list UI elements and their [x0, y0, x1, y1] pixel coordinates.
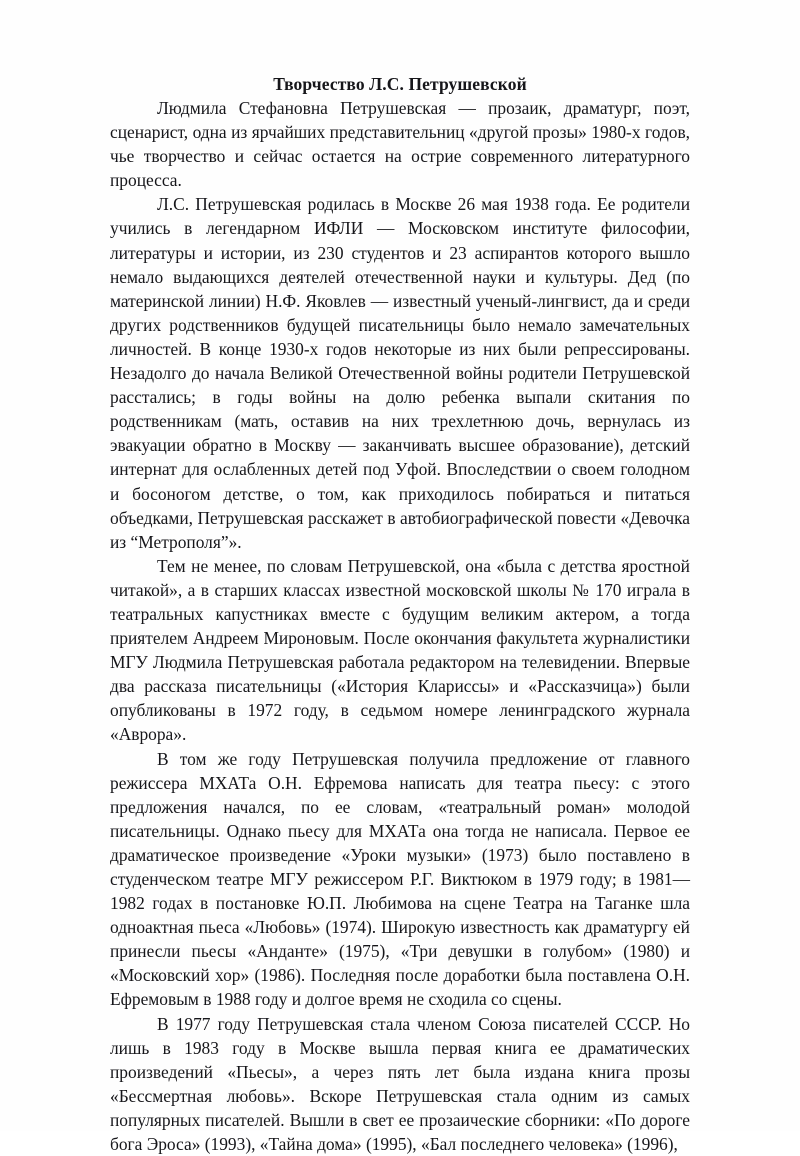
paragraph-5: В 1977 году Петрушевская стала членом Союза писателей СССР. Но лишь в 1983 году в Москве вышла первая книга ее драматических произведений «Пьесы», а через пять лет была издана книга прозы «Бессмертная любовь». Вскоре Петрушевская стала одним из самых популярных писателей. Вышли в свет ее прозаические сборники: «По дороге бога Эроса» (1993), «Тайна дома» (1995), «Бал последнего человека» (1996), — [110, 1013, 690, 1155]
paragraph-3: Тем не менее, по словам Петрушевской, она «была с детства яростной читакой», а в старших классах известной московской школы № 170 играла в театральных капустниках вместе с будущим великим актером, а тогда приятелем Андреем Мироновым. После окончания факультета журналистики МГУ Людмила Петрушевская работала редактором на телевидении. Впервые два рассказа писательницы («История Клариссы» и «Рассказчица») были опубликованы в 1972 году, в седьмом номере ленинградского журнала «Аврора». — [110, 555, 690, 745]
document-body — [110, 72, 690, 1156]
paragraph-2: Л.С. Петрушевская родилась в Москве 26 мая 1938 года. Ее родители учились в легендарном ИФЛИ — Московском институте философии, литературы и истории, из 230 студентов и 23 аспирантов которого вышло немало выдающихся деятелей отечественной науки и культуры. Дед (по материнской линии) Н.Ф. Яковлев — известный ученый-лингвист, да и среди других родственников будущей писательницы было немало замечательных личностей. В конце 1930-х годов некоторые из них были репрессированы. Незадолго до начала Великой Отечественной войны родители Петрушевской расстались; в годы войны на долю ребенка выпали скитания по родственникам (мать, оставив на них трехлетнюю дочь, вернулась из эвакуации обратно в Москву — заканчивать высшее образование), детский интернат для ослабленных детей под Уфой. Впоследствии о своем голодном и босоногом детстве, о том, как приходилось побираться и питаться объедками, Петрушевская расскажет в автобиографической повести «Девочка из “Метрополя”». — [110, 194, 690, 552]
paragraph-4: В том же году Петрушевская получила предложение от главного режиссера МХАТа О.Н. Ефремова написать для театра пьесу: с этого предложения начался, по ее словам, «театральный роман» молодой писательницы. Однако пьесу для МХАТа она тогда не написала. Первое ее драматическое произведение «Уроки музыки» (1973) было поставлено в студенческом театре МГУ режиссером Р.Г. Виктюком в 1979 году; в 1981—1982 годах в постановке Ю.П. Любимова на сцене Театра на Таганке шла одноактная пьеса «Любовь» (1974). Широкую известность как драматургу ей принесли пьесы «Анданте» (1975), «Три девушки в голубом» (1980) и «Московский хор» (1986). Последняя после доработки была поставлена О.Н. Ефремовым в 1988 году и долгое время не сходила со сцены. — [110, 748, 690, 1010]
page-title: Творчество Л.С. Петрушевской — [273, 74, 527, 94]
paragraph-1: Людмила Стефановна Петрушевская — прозаик, драматург, поэт, сценарист, одна из ярчайших представительниц «другой прозы» 1980-х годов, чье творчество и сейчас остается на острие современного литературного процесса. — [110, 98, 690, 191]
